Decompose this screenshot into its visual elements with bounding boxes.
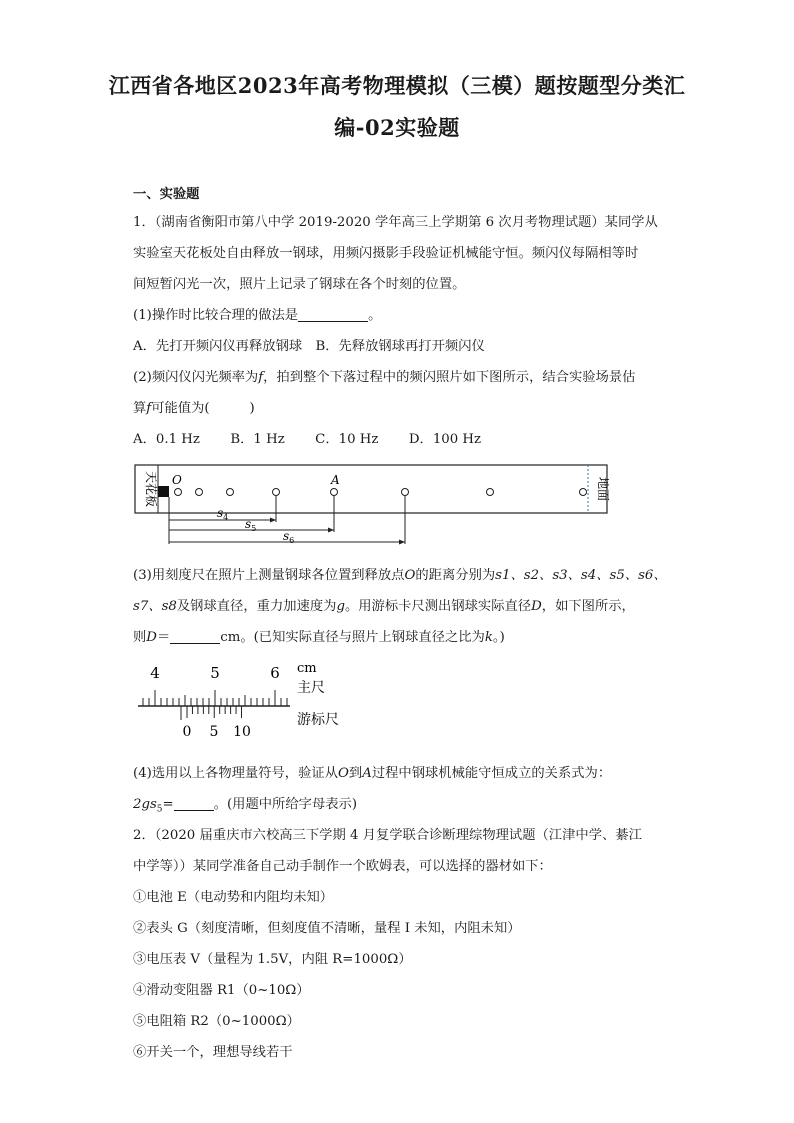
q1-part3-text-b: 的距离分别为	[415, 568, 496, 583]
q2-item-1: ①电池 E（电动势和内阻均未知）	[133, 890, 334, 905]
q1-part3-text-g: 则	[133, 630, 147, 645]
var-s7-s8: s7、s8	[133, 599, 177, 614]
expr-2gs: 2gs	[133, 797, 157, 812]
strobe-photo-figure	[133, 462, 613, 548]
var-d: D	[531, 599, 542, 614]
main-scale-name: 主尺	[297, 680, 325, 696]
ball-image	[227, 489, 234, 496]
option-b: B．1 Hz	[230, 432, 285, 447]
s5-arrowhead	[328, 528, 334, 533]
s6-arrowhead	[399, 540, 405, 545]
s5-label: $s_5$	[245, 517, 257, 533]
q1-part3-text-f: ，如下图所示，	[541, 599, 635, 614]
var-a: A	[362, 766, 372, 781]
var-s-list: s1、s2、s3、s4、s5、s6、	[495, 568, 667, 583]
ball-image	[402, 489, 409, 496]
s4-arrowhead	[270, 518, 276, 523]
ball-image	[331, 489, 338, 496]
q1-part3-text-e: 。用游标卡尺测出钢球实际直径	[344, 599, 532, 614]
var-f: f	[146, 401, 152, 416]
q1-part2-line1	[133, 368, 673, 388]
var-d: D	[146, 630, 157, 645]
s6-label: $s_6$	[283, 529, 295, 545]
q1-part3-text-h: ＝	[156, 630, 171, 645]
q1-part2-text-d: 可能值为( )	[151, 401, 255, 416]
ball-image	[487, 489, 494, 496]
q1-part4-text-c: 过程中钢球机械能守恒成立的关系式为：	[371, 766, 612, 781]
q1-part2-text-a: (2)频闪仪闪光频率为	[133, 370, 259, 385]
q2-item-5: ⑤电阻箱 R2（0~1000Ω）	[133, 1014, 300, 1029]
q1-part4-text-a: (4)选用以上各物理量符号，验证从	[133, 766, 338, 781]
answer-blank-4[interactable]	[174, 796, 214, 811]
q1-part2-line2	[133, 399, 673, 419]
main-scale-label-4: 4	[150, 664, 160, 682]
q1-part4-text-b: 到	[348, 766, 363, 781]
q1-part1-text: (1)操作时比较合理的做法是	[133, 308, 299, 323]
var-g: g	[336, 599, 345, 614]
q1-part3-text-d: 及钢球直径，重力加速度为	[176, 599, 337, 614]
var-k: k	[484, 630, 493, 645]
q1-part3-text-i: cm。(已知实际直径与照片上钢球直径之比为	[220, 630, 485, 645]
q2-item-3: ③电压表 V（量程为 1.5V，内阻 R=1000Ω）	[133, 952, 412, 967]
label-o: O	[172, 473, 182, 487]
q1-stem-line3: 间短暂闪光一次，照片上记录了钢球在各个时刻的位置。	[133, 277, 466, 292]
q1-part2-options	[133, 430, 673, 450]
release-point-ball	[158, 486, 169, 497]
expr-equals: =	[162, 797, 174, 812]
q1-part3-line2	[133, 597, 673, 617]
document-title-line2: 编-02实验题	[334, 115, 460, 140]
q1-part2-text-b: ，拍到整个下落过程中的频闪照片如下图所示，结合实验场景估	[263, 370, 636, 385]
var-o: O	[404, 568, 416, 583]
ground-label: 地面	[596, 476, 610, 502]
ball-image	[580, 489, 587, 496]
answer-blank-3[interactable]	[170, 629, 220, 644]
q1-part4-text-f: 。(用题中所给字母表示)	[213, 797, 358, 812]
var-o: O	[338, 766, 349, 781]
option-c: C．10 Hz	[315, 432, 379, 447]
q1-part3-line1	[133, 566, 673, 586]
ceiling-label: 天花板	[144, 470, 158, 508]
q1-part3-text-a: (3)用刻度尺在照片上测量钢球各位置到释放点	[133, 568, 405, 583]
q2-item-6: ⑥开关一个，理想导线若干	[133, 1045, 293, 1060]
vernier-caliper-figure	[135, 658, 375, 742]
vernier-label-10: 10	[233, 724, 251, 740]
q1-part3-text-j: 。)	[492, 630, 505, 645]
q1-stem-line1: 1．（湖南省衡阳市第八中学 2019-2020 学年高三上学期第 6 次月考物理试题）某同学从	[133, 215, 658, 230]
q1-part1-options: A．先打开频闪仪再释放钢球 B．先释放钢球再打开频闪仪	[133, 339, 485, 354]
q2-stem-line1: 2．（2020 届重庆市六校高三下学期 4 月复学联合诊断理综物理试题（江津中学、綦江	[133, 828, 642, 843]
option-d: D．100 Hz	[408, 432, 482, 447]
q2-item-4: ④滑动变阻器 R1（0~10Ω）	[133, 983, 310, 998]
vernier-label-0: 0	[182, 724, 192, 740]
s4-label: $s_4$	[217, 506, 229, 522]
ball-image	[196, 489, 203, 496]
q1-part4-line1	[133, 764, 673, 784]
section-heading: 一、实验题	[133, 187, 200, 202]
q2-stem-line2: 中学等））某同学准备自己动手制作一个欧姆表，可以选择的器材如下：	[133, 859, 552, 874]
q2-item-2: ②表头 G（刻度清晰，但刻度值不清晰，量程 I 未知，内阻未知）	[133, 921, 521, 936]
photo-frame	[135, 465, 607, 513]
q1-part1-end: 。	[368, 308, 382, 323]
ball-image	[175, 489, 182, 496]
vernier-scale-ticks	[181, 706, 242, 720]
expr-sub: 5	[156, 804, 163, 815]
q1-part1	[133, 306, 673, 326]
vernier-scale-name: 游标尺	[297, 712, 339, 728]
q1-stem-line2: 实验室天花板处自由释放一钢球，用频闪摄影手段验证机械能守恒。频闪仪每隔相等时	[133, 246, 639, 261]
answer-blank-1[interactable]	[298, 307, 368, 322]
main-scale-label-6: 6	[270, 664, 280, 682]
ball-image	[273, 489, 280, 496]
main-scale-ticks	[143, 690, 287, 706]
vernier-label-5: 5	[209, 724, 219, 740]
q1-part4-line2	[133, 795, 673, 820]
label-a: A	[331, 473, 340, 487]
q1-part2-text-c: 算	[133, 401, 147, 416]
q1-part3-line3	[133, 628, 673, 648]
document-title-line1: 江西省各地区2023年高考物理模拟（三模）题按题型分类汇	[108, 73, 686, 98]
unit-label: cm	[297, 661, 317, 676]
var-f: f	[258, 370, 264, 385]
option-a: A．0.1 Hz	[133, 432, 200, 447]
main-scale-label-5: 5	[210, 664, 220, 682]
